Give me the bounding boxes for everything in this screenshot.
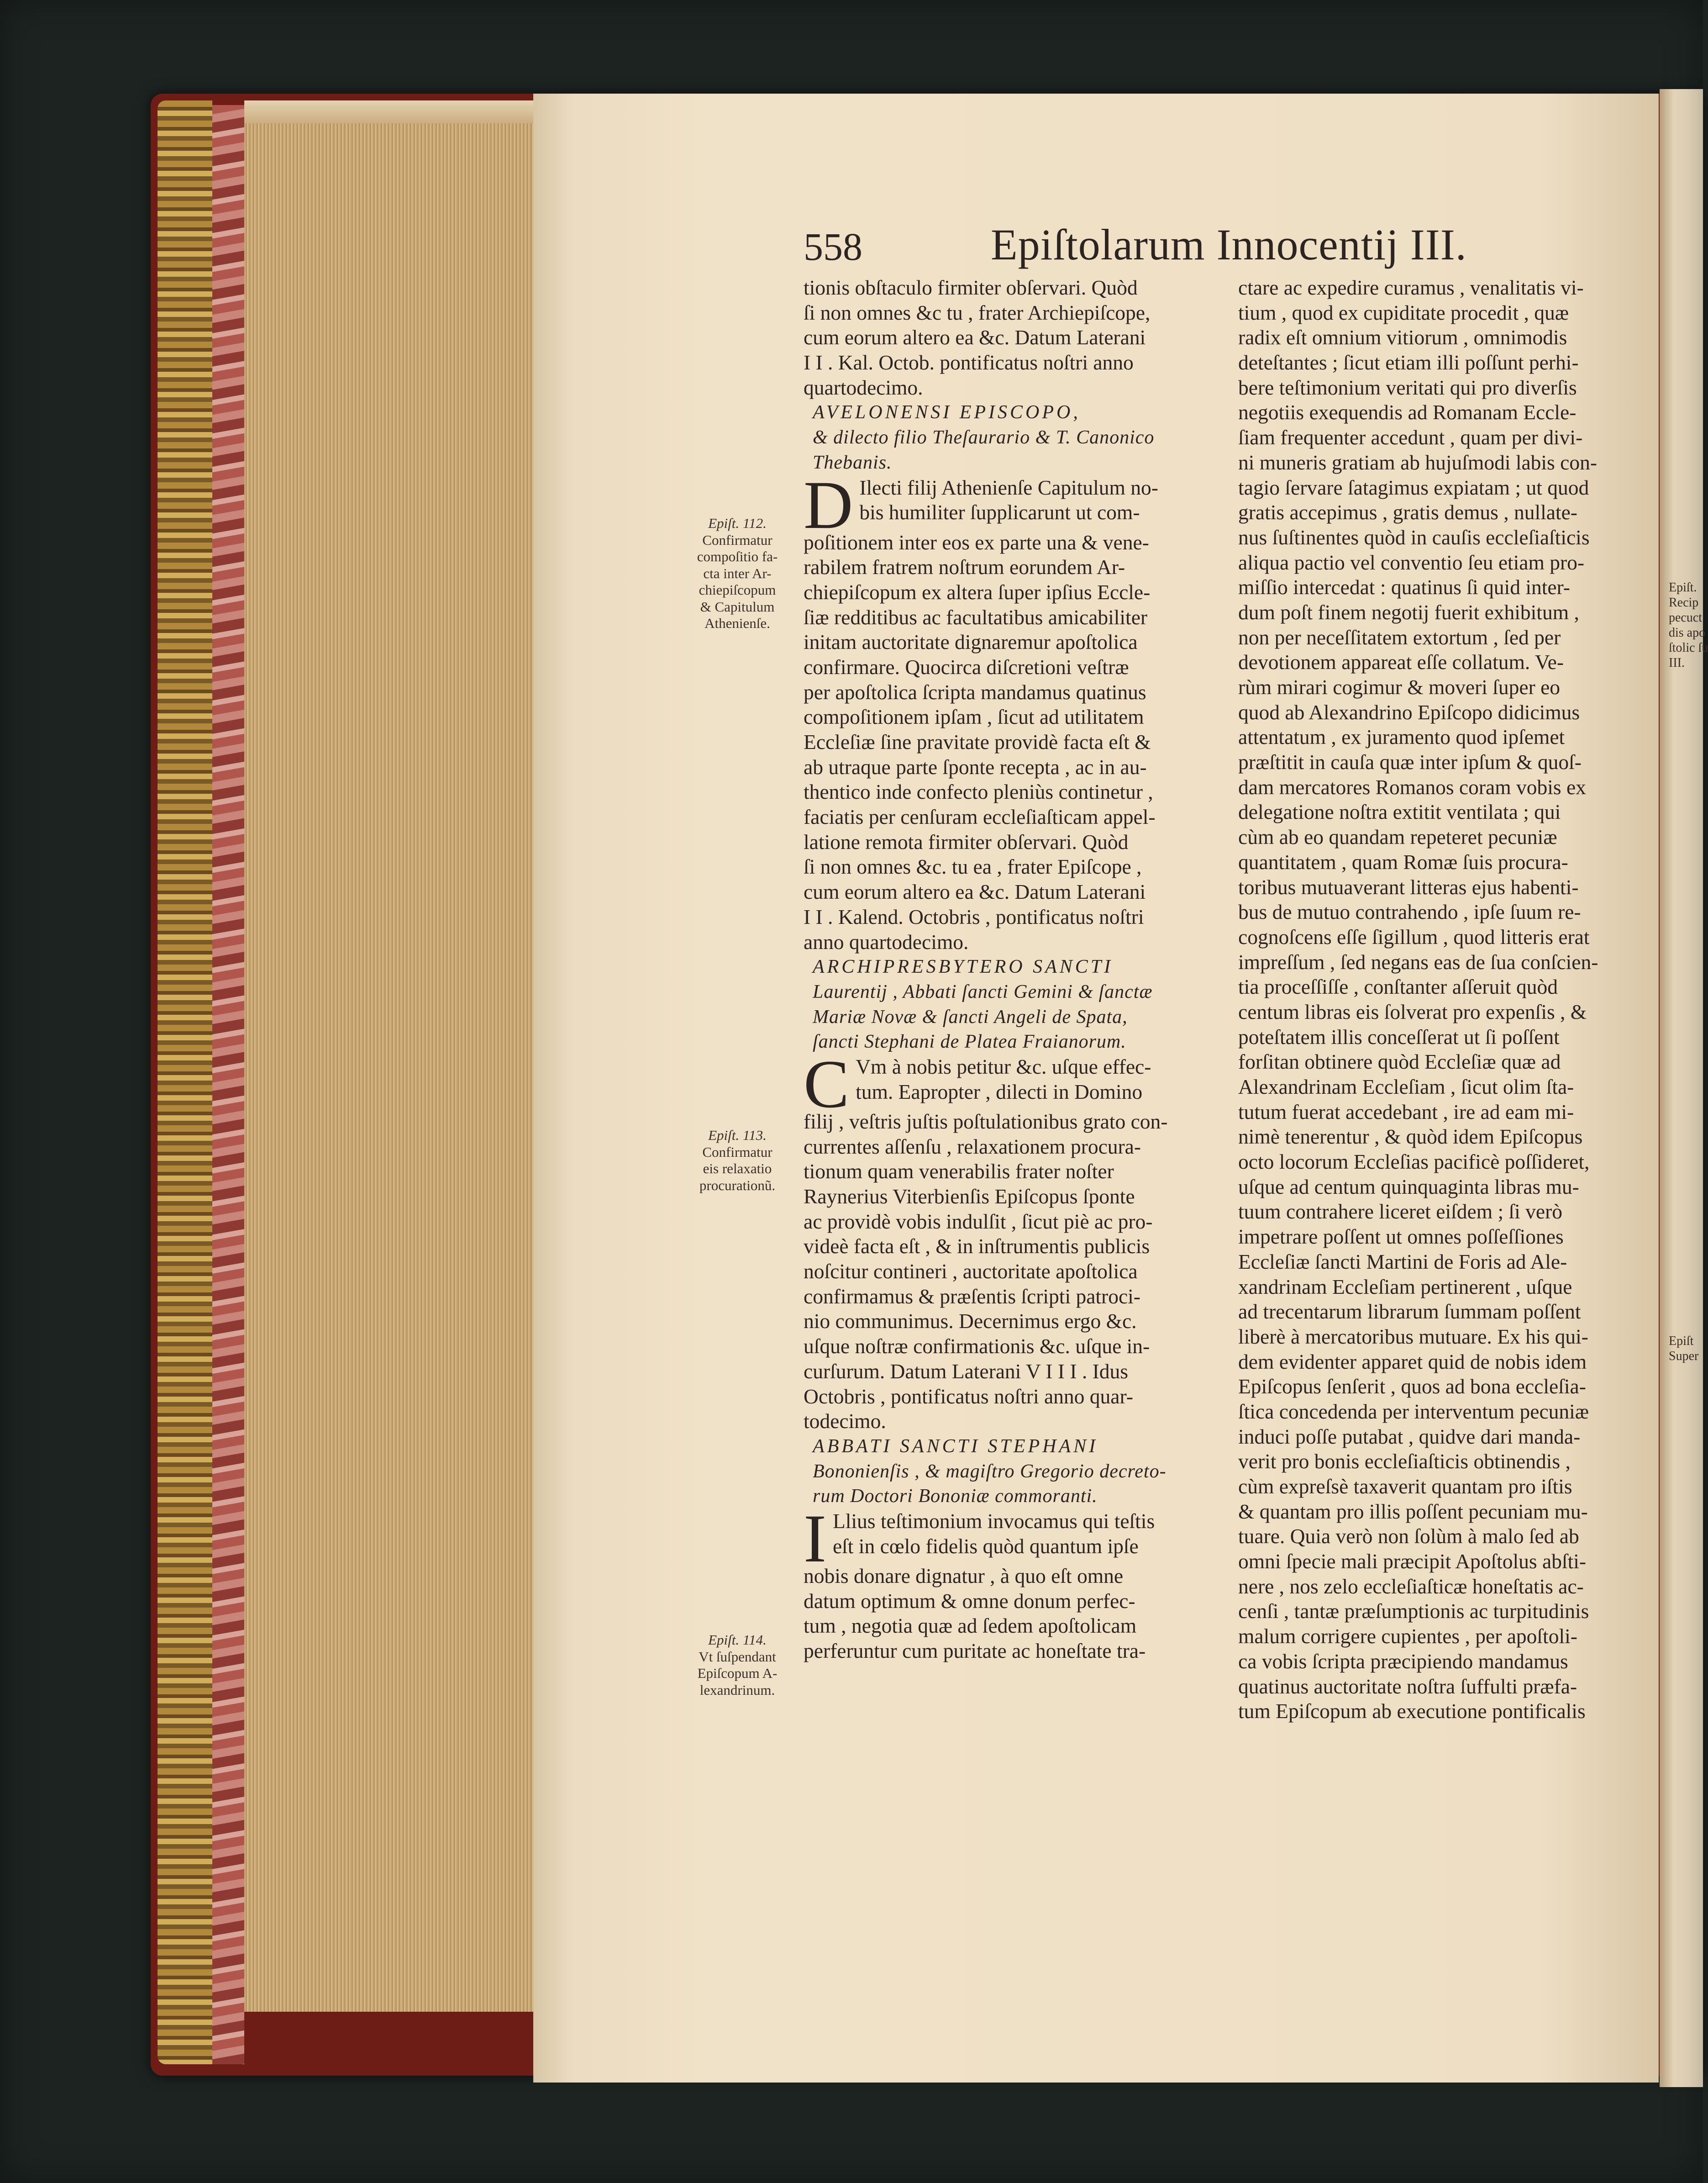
text-line: attentatum , ex juramento quod ipſemet <box>1238 725 1565 749</box>
margin-note-line: lexandrinum. <box>699 1682 775 1698</box>
text-line: ſiæ redditibus ac facultatibus amicabiliter <box>804 605 1148 629</box>
text-line: thentico inde confecto pleniùs continetur , <box>804 780 1153 804</box>
margin-note-line: Athenienſe. <box>704 615 770 631</box>
text-line: bere teſtimonium veritati qui pro diverſis <box>1238 375 1577 399</box>
text-line: quantitatem , quam Romæ ſuis procura- <box>1238 850 1568 874</box>
text-line: eſt in cœlo fidelis quòd quantum ipſe <box>832 1534 1139 1558</box>
text-line: compoſitionem ipſam , ſicut ad utilitatem <box>804 705 1144 729</box>
text-line: cum eorum altero ea &c. Datum Laterani <box>804 880 1146 904</box>
text-line: perferuntur cum puritate ac honeſtate tra- <box>804 1639 1146 1662</box>
margin-note-line: Confirmatur <box>702 1144 773 1160</box>
margin-note-line: procurationũ. <box>699 1177 776 1193</box>
text-line: tum , negotia quæ ad ſedem apoſtolicam <box>804 1614 1137 1638</box>
text-line: ctare ac expedire curamus , venalitatis vi- <box>1238 276 1584 299</box>
text-line: ni muneris gratiam ab hujuſmodi labis con- <box>1238 450 1597 474</box>
text-line: ſiam frequenter accedunt , quam per divi- <box>1238 426 1583 449</box>
text-line: I I . Kalend. Octobris , pontificatus noſtri <box>804 905 1144 928</box>
text-line: induci poſſe putabat , quidve dari manda- <box>1238 1424 1581 1448</box>
text-line: poteſtatem illis conceſſerat ut ſi poſſent <box>1238 1025 1560 1049</box>
letter-address-line: ARCHIPRESBYTERO SANCTI <box>813 956 1114 978</box>
margin-note-line: compoſitio fa- <box>697 548 778 564</box>
text-line: radix eſt omnium vitiorum , omnimodis <box>1238 326 1567 349</box>
text-line: deteſtantes ; ſicut etiam illi poſſunt perhi- <box>1238 351 1579 374</box>
drop-capital: C <box>804 1046 850 1122</box>
text-line: Vm à nobis petitur &c. uſque effec- <box>856 1055 1151 1078</box>
text-line: forſitan obtinere quòd Eccleſiæ quæ ad <box>1238 1050 1561 1074</box>
facing-note-line: Epiſt <box>1669 1334 1694 1348</box>
letter-address-line: Mariæ Novæ & ſancti Angeli de Spata, <box>813 1006 1128 1028</box>
text-line: tagio ſervare ſatagimus expiatam ; ut quod <box>1238 475 1589 499</box>
text-line: filij , veſtris juſtis poſtulationibus grato con- <box>804 1109 1168 1133</box>
text-line: ab utraque parte ſponte recepta , ac in au- <box>804 755 1147 779</box>
text-line: non per neceſſitatem extortum , ſed per <box>1238 625 1561 649</box>
facing-note-line: dis apo <box>1669 626 1706 640</box>
text-line: tum. Eapropter , dilecti in Domino <box>856 1080 1143 1103</box>
text-line: verit pro bonis eccleſiaſticis obtinendis , <box>1238 1450 1571 1473</box>
text-line: Alexandrinam Eccleſiam , ſicut olim ſta- <box>1238 1075 1574 1098</box>
text-line: Raynerius Viterbienſis Epiſcopus ſponte <box>804 1185 1135 1208</box>
text-line: confirmare. Quocirca diſcretioni veſtræ <box>804 655 1129 679</box>
text-line: dam mercatores Romanos coram vobis ex <box>1238 775 1586 799</box>
text-line: tium , quod ex cupiditate procedit , quæ <box>1238 301 1569 324</box>
margin-note-line: Epiſcopum A- <box>697 1665 778 1681</box>
text-line: initam auctoritate dignaremur apoſtolica <box>804 630 1138 654</box>
text-line: ſi non omnes &c. tu ea , frater Epiſcope , <box>804 855 1142 879</box>
gilt-edge <box>158 100 212 2064</box>
text-line: tutum fuerat accedebant , ire ad eam mi- <box>1238 1100 1574 1123</box>
margin-note-epist-114 <box>683 1632 792 1698</box>
drop-capital: I <box>804 1500 826 1577</box>
margin-note-line: eis relaxatio <box>703 1160 772 1176</box>
text-line: devotionem appareat eſſe collatum. Ve- <box>1238 650 1564 674</box>
left-text-column <box>804 275 1221 1664</box>
margin-note-line: Vt ſuſpendant <box>699 1648 776 1665</box>
text-line: malum corrigere cupientes , per apoſtoli- <box>1238 1624 1577 1648</box>
text-line: octo locorum Eccleſias pacificè poſſideret, <box>1238 1150 1590 1174</box>
text-line: nio communimus. Decernimus ergo &c. <box>804 1309 1137 1333</box>
facing-note-line: Super <box>1669 1349 1699 1363</box>
facing-page-margin-note <box>1669 1334 1701 1364</box>
text-line: cùm ab eo quandam repeteret pecuniæ <box>1238 825 1557 849</box>
facing-note-line: Epiſt. <box>1669 580 1697 595</box>
text-line: poſitionem inter eos ex parte una & vene- <box>804 530 1149 554</box>
text-line: xandrinam Eccleſiam pertinerent , uſque <box>1238 1275 1572 1298</box>
text-line: dem evidenter apparet quid de nobis idem <box>1238 1350 1587 1373</box>
text-line: impetrare poſſent ut omnes poſſeſſiones <box>1238 1225 1564 1249</box>
text-line: currentes aſſenſu , relaxationem procura- <box>804 1134 1141 1158</box>
text-line: noſcitur contineri , auctoritate apoſtolica <box>804 1260 1138 1283</box>
text-line: rabilem fratrem noſtrum eorundem Ar- <box>804 555 1125 579</box>
text-line: nimè tenerentur , & quòd idem Epiſcopus <box>1238 1125 1583 1149</box>
text-line: chiepiſcopum ex altera ſuper ipſius Eccle- <box>804 580 1151 604</box>
text-line: impreſſum , ſed negans eas de ſua conſcien- <box>1238 950 1598 974</box>
text-line: tum Epiſcopum ab executione pontificalis <box>1238 1699 1586 1723</box>
text-line: dum poſt finem negotij fuerit exhibitum , <box>1238 600 1579 624</box>
text-line: toribus mutuaverant litteras ejus habenti- <box>1238 875 1579 899</box>
margin-note-line: chiepiſcopum <box>699 582 776 598</box>
text-line: omni ſpecie mali præcipit Apoſtolus abſti- <box>1238 1550 1587 1573</box>
page-block-fore-edge <box>244 123 538 2012</box>
text-line: tuare. Quia verò non ſolùm à malo ſed ab <box>1238 1524 1579 1548</box>
text-line: ca vobis ſcripta præcipiendo mandamus <box>1238 1649 1568 1673</box>
text-line: liberè à mercatoribus mutuare. Ex his qui- <box>1238 1324 1588 1348</box>
text-line: quartodecimo. <box>804 375 923 399</box>
text-line: centum libras eis ſolverat pro expenſis , & <box>1238 1000 1587 1023</box>
text-line: Llius teſtimonium invocamus qui teſtis <box>832 1509 1155 1533</box>
text-line: & quantam pro illis poſſent pecuniam mu- <box>1238 1499 1588 1523</box>
text-line: præſtitit in cauſa quæ inter ipſum & quoſ- <box>1238 750 1582 774</box>
text-line: cùm expreſsè taxaverit quantam pro iſtis <box>1238 1475 1572 1498</box>
text-line: miſſio intercedat : quatinus ſi quid inter- <box>1238 575 1570 599</box>
text-line: rùm mirari cogimur & moveri ſuper eo <box>1238 675 1561 699</box>
running-head: Epiſtolarum Innocentij III. <box>991 220 1467 269</box>
margin-note-epist-112 <box>683 515 792 632</box>
text-line: uſque ad centum quinquaginta libras mu- <box>1238 1175 1579 1198</box>
text-line: Ilecti filij Athenienſe Capitulum no- <box>859 475 1158 499</box>
text-line: Eccleſiæ ſine pravitate providè facta eſt & <box>804 730 1151 754</box>
text-line: uſque noſtræ confirmationis &c. uſque in- <box>804 1334 1150 1358</box>
letter-address-line: & dilecto filio Theſaurario & T. Canonico <box>813 427 1155 448</box>
text-line: nobis donare dignatur , à quo eſt omne <box>804 1564 1124 1587</box>
facing-note-line: III. <box>1669 656 1685 670</box>
text-line: delegatione noſtra extitit ventilata ; qui <box>1238 800 1561 824</box>
letter-address-line: AVELONENSI EPISCOPO, <box>813 402 1081 423</box>
text-line: curſurum. Datum Laterani V I I I . Idus <box>804 1359 1128 1383</box>
text-line: ſtica concedenda per interventum pecuniæ <box>1238 1399 1589 1423</box>
facing-page-edge <box>1660 89 1708 2087</box>
margin-note-line: Confirmatur <box>702 532 773 548</box>
text-line: Eccleſiæ ſancti Martini de Foris ad Ale- <box>1238 1250 1567 1273</box>
text-line: anno quartodecimo. <box>804 930 969 954</box>
text-line: bus de mutuo contrahendo , ipſe ſuum re- <box>1238 900 1581 924</box>
text-line: bis humiliter ſupplicarunt ut com- <box>859 501 1140 524</box>
letter-address-line: Laurentij , Abbati ſancti Gemini & ſanctæ <box>813 981 1153 1002</box>
text-line: aliqua pactio vel conventio ſeu etiam pro- <box>1238 550 1585 574</box>
margin-note-epist-113 <box>683 1127 792 1194</box>
text-line: quod ab Alexandrino Epiſcopo didicimus <box>1238 700 1580 724</box>
margin-note-line: & Capitulum <box>700 598 775 615</box>
right-text-column <box>1238 275 1658 1724</box>
drop-capital: D <box>804 467 853 543</box>
text-line: cognoſcens eſſe ſigillum , quod litteris erat <box>1238 925 1590 949</box>
text-line: tionis obſtaculo firmiter obſervari. Quòd <box>804 276 1138 299</box>
text-line: latione remota firmiter obſervari. Quòd <box>804 830 1129 854</box>
text-line: cenſi , tantæ præſumptionis ac turpitudinis <box>1238 1599 1589 1623</box>
text-line: tuum contrahere liceret eiſdem ; ſi verò <box>1238 1200 1563 1223</box>
text-line: ac providè vobis indulſit , ſicut piè ac pro- <box>804 1209 1153 1233</box>
text-line: tionum quam venerabilis frater noſter <box>804 1160 1114 1183</box>
text-line: datum optimum & omne donum perfec- <box>804 1589 1135 1613</box>
page-number: 558 <box>804 225 862 269</box>
text-line: per apoſtolica ſcripta mandamus quatinus <box>804 680 1146 704</box>
text-line: confirmamus & præſentis ſcripti patroci- <box>804 1284 1140 1308</box>
text-line: ſi non omnes &c tu , frater Archiepiſcope, <box>804 301 1151 324</box>
text-line: videè facta eſt , & in inſtrumentis publicis <box>804 1234 1150 1258</box>
text-line: faciatis per cenſuram eccleſiaſticam appel- <box>804 805 1156 829</box>
marbled-endpaper <box>212 105 244 2064</box>
text-line: tia proceſſiſſe , conſtanter aſſeruit quòd <box>1238 975 1558 999</box>
text-line: quatinus auctoritate noſtra ſuffulti præfa- <box>1238 1674 1577 1698</box>
facing-note-line: ſtolic ſu <box>1669 641 1708 655</box>
text-line: cum eorum altero ea &c. Datum Laterani <box>804 326 1146 349</box>
margin-note-line: cta inter Ar- <box>703 565 772 581</box>
letter-address-line: Thebanis. <box>813 452 892 473</box>
text-line: Epiſcopus ſenſerit , quos ad bona eccleſia- <box>1238 1375 1586 1398</box>
text-line: ad trecentarum librarum ſummam poſſent <box>1238 1300 1581 1324</box>
margin-note-number: Epiſt. 112. <box>708 515 767 531</box>
letter-address-line: Bononienſis , & magiſtro Gregorio decreto- <box>813 1461 1167 1482</box>
letter-address-line: rum Doctori Bononiæ commoranti. <box>813 1486 1098 1507</box>
letter-address-line: ſancti Stephani de Platea Fraianorum. <box>813 1031 1126 1053</box>
margin-note-number: Epiſt. 114. <box>708 1632 767 1648</box>
facing-page-margin-note <box>1669 580 1708 670</box>
facing-note-line: pecuct <box>1669 611 1703 625</box>
facing-note-line: Recip <box>1669 596 1699 610</box>
text-line: gratis accepimus , gratis demus , nullate- <box>1238 501 1577 524</box>
letter-address-line: ABBATI SANCTI STEPHANI <box>813 1435 1098 1457</box>
margin-note-number: Epiſt. 113. <box>708 1127 767 1143</box>
text-line: I I . Kal. Octob. pontificatus noſtri anno <box>804 351 1134 374</box>
text-line: nus ſuſtinentes quòd in cauſis eccleſiaſticis <box>1238 525 1590 549</box>
text-line: negotiis exequendis ad Romanam Eccle- <box>1238 401 1577 424</box>
text-line: nere , nos zelo eccleſiaſticæ honeſtatis ac- <box>1238 1574 1584 1598</box>
text-line: Octobris , pontificatus noſtri anno quar- <box>804 1384 1133 1408</box>
text-line: todecimo. <box>804 1409 886 1433</box>
